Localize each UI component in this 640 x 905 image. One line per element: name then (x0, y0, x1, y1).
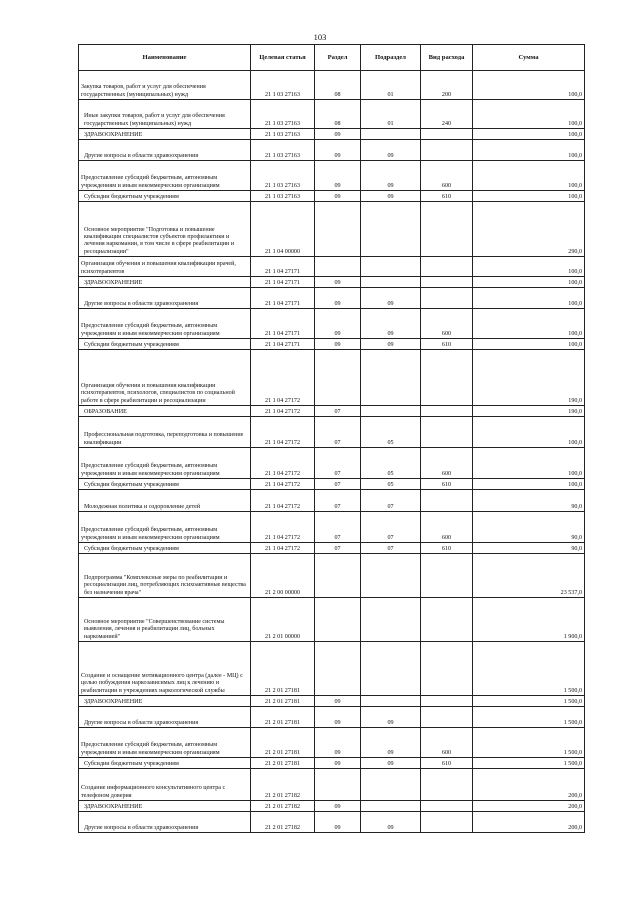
row-subsection-cell (361, 598, 421, 642)
row-section-cell: 07 (315, 479, 361, 490)
row-name-cell: Субсидии бюджетным учреждениям (79, 479, 251, 490)
row-name-cell: Иные закупки товаров, работ и услуг для обеспечения государственных (муниципальных) нужд (79, 100, 251, 129)
row-name-cell: ОБРАЗОВАНИЕ (79, 406, 251, 417)
row-subsection-cell: 09 (361, 309, 421, 339)
row-section-cell: 09 (315, 277, 361, 288)
row-subsection-cell (361, 554, 421, 598)
row-sum-cell: 100,0 (473, 288, 585, 309)
row-expense-type-cell: 600 (421, 728, 473, 758)
table-row (79, 696, 585, 707)
row-expense-type-cell: 600 (421, 161, 473, 191)
row-subsection-cell: 09 (361, 812, 421, 833)
row-subsection-cell (361, 801, 421, 812)
row-sum-cell: 100,0 (473, 277, 585, 288)
row-subsection-cell: 09 (361, 161, 421, 191)
row-section-cell: 09 (315, 129, 361, 140)
row-section-cell: 08 (315, 100, 361, 129)
row-subsection-cell (361, 350, 421, 406)
row-target-article-cell: 21 1 04 27172 (251, 417, 315, 448)
row-sum-cell: 100,0 (473, 71, 585, 100)
row-sum-cell: 100,0 (473, 257, 585, 277)
row-section-cell: 09 (315, 140, 361, 161)
table-row (79, 288, 585, 309)
row-section-cell: 07 (315, 448, 361, 479)
row-target-article-cell: 21 1 04 27172 (251, 490, 315, 512)
row-expense-type-cell (421, 554, 473, 598)
row-expense-type-cell: 610 (421, 758, 473, 769)
table-row (79, 801, 585, 812)
row-expense-type-cell: 200 (421, 71, 473, 100)
table-row (79, 554, 585, 598)
row-section-cell: 09 (315, 696, 361, 707)
table-header-row (79, 45, 585, 71)
row-target-article-cell: 21 1 04 27171 (251, 257, 315, 277)
row-name-cell: Другие вопросы в области здравоохранения (79, 707, 251, 728)
header-target-article: Целевая статья (251, 45, 315, 71)
row-expense-type-cell (421, 769, 473, 801)
table-row (79, 598, 585, 642)
row-sum-cell: 90,0 (473, 512, 585, 543)
row-expense-type-cell (421, 642, 473, 696)
row-subsection-cell: 05 (361, 479, 421, 490)
row-section-cell: 09 (315, 309, 361, 339)
row-section-cell: 09 (315, 707, 361, 728)
row-section-cell: 07 (315, 543, 361, 554)
row-subsection-cell: 09 (361, 339, 421, 350)
row-name-cell: Создание и оснащение мотивационного центра (далее - МЦ) с целью побуждения наркозависимых лиц к лечению и реабилитации в учреждениях наркологической службы (79, 642, 251, 696)
row-name-cell: Основное мероприятие "Подготовка и повышение квалификации специалистов субъектов профилактики и лечения наркомании, в том числе в сфере реабилитации и ресоциализации" (79, 202, 251, 257)
row-name-cell: Предоставление субсидий бюджетным, автономным учреждениям и иным некоммерческим организациям (79, 448, 251, 479)
row-target-article-cell: 21 1 03 27163 (251, 71, 315, 100)
row-section-cell: 09 (315, 812, 361, 833)
row-target-article-cell: 21 2 01 27182 (251, 801, 315, 812)
row-name-cell: Создание информационного консультативного центра с телефоном доверия (79, 769, 251, 801)
row-subsection-cell: 07 (361, 490, 421, 512)
row-name-cell: Другие вопросы в области здравоохранения (79, 288, 251, 309)
row-subsection-cell: 07 (361, 512, 421, 543)
table-row (79, 202, 585, 257)
row-subsection-cell: 01 (361, 100, 421, 129)
row-name-cell: Организация обучения и повышения квалификации психотерапевтов, психологов, специалистов по социальной работе в сфере реабилитации и ресоциализации (79, 350, 251, 406)
row-section-cell (315, 554, 361, 598)
table-row (79, 543, 585, 554)
header-section: Раздел (315, 45, 361, 71)
row-name-cell: ЗДРАВООХРАНЕНИЕ (79, 129, 251, 140)
row-section-cell: 09 (315, 191, 361, 202)
row-target-article-cell: 21 1 04 27171 (251, 309, 315, 339)
row-section-cell: 09 (315, 161, 361, 191)
table-row (79, 769, 585, 801)
row-sum-cell: 190,0 (473, 350, 585, 406)
row-section-cell (315, 257, 361, 277)
table-row (79, 812, 585, 833)
row-expense-type-cell: 600 (421, 512, 473, 543)
row-sum-cell: 100,0 (473, 100, 585, 129)
row-expense-type-cell (421, 598, 473, 642)
row-expense-type-cell: 600 (421, 309, 473, 339)
row-expense-type-cell: 610 (421, 191, 473, 202)
row-section-cell (315, 350, 361, 406)
row-name-cell: Предоставление субсидий бюджетным, автономным учреждениям и иным некоммерческим организациям (79, 728, 251, 758)
row-subsection-cell: 01 (361, 71, 421, 100)
row-name-cell: Субсидии бюджетным учреждениям (79, 191, 251, 202)
row-target-article-cell: 21 1 04 27171 (251, 288, 315, 309)
table-row (79, 448, 585, 479)
row-expense-type-cell: 610 (421, 479, 473, 490)
table-row (79, 479, 585, 490)
row-name-cell: Субсидии бюджетным учреждениям (79, 758, 251, 769)
row-sum-cell: 1 500,0 (473, 707, 585, 728)
table-row (79, 257, 585, 277)
row-sum-cell: 200,0 (473, 812, 585, 833)
row-section-cell: 07 (315, 417, 361, 448)
row-section-cell: 09 (315, 758, 361, 769)
row-expense-type-cell: 610 (421, 339, 473, 350)
row-sum-cell: 100,0 (473, 309, 585, 339)
table-row (79, 707, 585, 728)
row-section-cell: 09 (315, 728, 361, 758)
row-target-article-cell: 21 1 04 27172 (251, 350, 315, 406)
row-expense-type-cell (421, 812, 473, 833)
row-target-article-cell: 21 2 01 27182 (251, 769, 315, 801)
row-sum-cell: 1 500,0 (473, 696, 585, 707)
row-subsection-cell (361, 257, 421, 277)
row-expense-type-cell (421, 801, 473, 812)
row-subsection-cell: 09 (361, 140, 421, 161)
row-sum-cell: 100,0 (473, 191, 585, 202)
row-expense-type-cell (421, 288, 473, 309)
row-sum-cell: 100,0 (473, 161, 585, 191)
row-sum-cell: 23 537,0 (473, 554, 585, 598)
row-expense-type-cell (421, 406, 473, 417)
row-name-cell: Другие вопросы в области здравоохранения (79, 812, 251, 833)
row-target-article-cell: 21 1 03 27163 (251, 100, 315, 129)
row-subsection-cell: 09 (361, 707, 421, 728)
row-name-cell: Основное мероприятие "Совершенствование системы выявления, лечения и реабилитации лиц, больных наркоманией" (79, 598, 251, 642)
row-subsection-cell: 07 (361, 543, 421, 554)
row-subsection-cell (361, 406, 421, 417)
row-target-article-cell: 21 2 01 27181 (251, 707, 315, 728)
row-name-cell: Предоставление субсидий бюджетным, автономным учреждениям и иным некоммерческим организациям (79, 309, 251, 339)
table-row (79, 350, 585, 406)
row-expense-type-cell: 610 (421, 543, 473, 554)
header-sum: Сумма (473, 45, 585, 71)
row-expense-type-cell (421, 140, 473, 161)
row-target-article-cell: 21 1 03 27163 (251, 140, 315, 161)
row-section-cell: 09 (315, 801, 361, 812)
row-expense-type-cell (421, 257, 473, 277)
budget-table (78, 44, 585, 833)
table-row (79, 309, 585, 339)
header-name: Наименование (79, 45, 251, 71)
row-section-cell: 09 (315, 288, 361, 309)
row-name-cell: Профессиональная подготовка, переподготовка и повышение квалификации (79, 417, 251, 448)
row-name-cell: Подпрограмма "Комплексные меры по реабилитации и ресоциализации лиц, потребляющих психоактивные вещества без назначения врача" (79, 554, 251, 598)
row-target-article-cell: 21 1 03 27163 (251, 161, 315, 191)
row-section-cell: 09 (315, 339, 361, 350)
row-expense-type-cell (421, 696, 473, 707)
row-target-article-cell: 21 1 04 27172 (251, 448, 315, 479)
row-sum-cell: 100,0 (473, 339, 585, 350)
row-target-article-cell: 21 1 03 27163 (251, 129, 315, 140)
row-target-article-cell: 21 2 01 27181 (251, 642, 315, 696)
row-section-cell: 07 (315, 406, 361, 417)
row-sum-cell: 100,0 (473, 448, 585, 479)
row-target-article-cell: 21 1 04 00000 (251, 202, 315, 257)
table-row (79, 642, 585, 696)
row-name-cell: Организация обучения и повышения квалификации врачей, психотерапевтов (79, 257, 251, 277)
row-name-cell: ЗДРАВООХРАНЕНИЕ (79, 801, 251, 812)
table-row (79, 339, 585, 350)
row-subsection-cell (361, 277, 421, 288)
row-section-cell: 08 (315, 71, 361, 100)
table-row (79, 129, 585, 140)
table-row (79, 758, 585, 769)
row-expense-type-cell (421, 202, 473, 257)
row-sum-cell: 190,0 (473, 406, 585, 417)
row-section-cell: 07 (315, 512, 361, 543)
table-row (79, 417, 585, 448)
header-subsection: Подраздел (361, 45, 421, 71)
row-name-cell: Предоставление субсидий бюджетным, автономным учреждениям и иным некоммерческим организациям (79, 512, 251, 543)
row-target-article-cell: 21 1 04 27171 (251, 339, 315, 350)
row-subsection-cell: 09 (361, 758, 421, 769)
row-sum-cell: 100,0 (473, 140, 585, 161)
page-number: 103 (313, 32, 327, 42)
row-subsection-cell (361, 129, 421, 140)
row-target-article-cell: 21 2 01 27181 (251, 758, 315, 769)
row-target-article-cell: 21 2 01 27181 (251, 696, 315, 707)
row-sum-cell: 290,0 (473, 202, 585, 257)
row-name-cell: Субсидии бюджетным учреждениям (79, 543, 251, 554)
table-row (79, 100, 585, 129)
row-subsection-cell (361, 202, 421, 257)
row-target-article-cell: 21 2 00 00000 (251, 554, 315, 598)
row-section-cell: 07 (315, 490, 361, 512)
row-name-cell: ЗДРАВООХРАНЕНИЕ (79, 277, 251, 288)
row-target-article-cell: 21 1 04 27172 (251, 479, 315, 490)
row-section-cell (315, 642, 361, 696)
row-subsection-cell: 09 (361, 288, 421, 309)
table-row (79, 512, 585, 543)
row-subsection-cell (361, 642, 421, 696)
row-section-cell (315, 598, 361, 642)
row-sum-cell: 1 500,0 (473, 728, 585, 758)
table-row (79, 728, 585, 758)
row-section-cell (315, 769, 361, 801)
table-row (79, 277, 585, 288)
row-subsection-cell: 05 (361, 448, 421, 479)
row-target-article-cell: 21 2 01 27181 (251, 728, 315, 758)
header-expense-type: Вид расхода (421, 45, 473, 71)
row-expense-type-cell (421, 350, 473, 406)
row-expense-type-cell (421, 417, 473, 448)
table-row (79, 71, 585, 100)
row-target-article-cell: 21 1 03 27163 (251, 191, 315, 202)
row-name-cell: Субсидии бюджетным учреждениям (79, 339, 251, 350)
row-subsection-cell: 09 (361, 728, 421, 758)
row-expense-type-cell (421, 277, 473, 288)
row-sum-cell: 90,0 (473, 543, 585, 554)
row-name-cell: ЗДРАВООХРАНЕНИЕ (79, 696, 251, 707)
row-sum-cell: 1 900,0 (473, 598, 585, 642)
row-target-article-cell: 21 2 01 00000 (251, 598, 315, 642)
row-target-article-cell: 21 1 04 27171 (251, 277, 315, 288)
row-subsection-cell (361, 696, 421, 707)
table-row (79, 191, 585, 202)
row-name-cell: Предоставление субсидий бюджетным, автономным учреждениям и иным некоммерческим организациям (79, 161, 251, 191)
row-target-article-cell: 21 2 01 27182 (251, 812, 315, 833)
row-sum-cell: 1 500,0 (473, 642, 585, 696)
row-name-cell: Закупка товаров, работ и услуг для обеспечения государственных (муниципальных) нужд (79, 71, 251, 100)
table-row (79, 140, 585, 161)
row-sum-cell: 100,0 (473, 129, 585, 140)
row-sum-cell: 100,0 (473, 479, 585, 490)
row-subsection-cell (361, 769, 421, 801)
table-row (79, 490, 585, 512)
row-sum-cell: 1 500,0 (473, 758, 585, 769)
row-name-cell: Молодежная политика и оздоровление детей (79, 490, 251, 512)
row-subsection-cell: 05 (361, 417, 421, 448)
row-sum-cell: 200,0 (473, 801, 585, 812)
row-sum-cell: 200,0 (473, 769, 585, 801)
table-row (79, 406, 585, 417)
row-expense-type-cell (421, 707, 473, 728)
row-sum-cell: 90,0 (473, 490, 585, 512)
table-row (79, 161, 585, 191)
row-target-article-cell: 21 1 04 27172 (251, 543, 315, 554)
row-subsection-cell: 09 (361, 191, 421, 202)
row-target-article-cell: 21 1 04 27172 (251, 512, 315, 543)
row-expense-type-cell (421, 490, 473, 512)
row-target-article-cell: 21 1 04 27172 (251, 406, 315, 417)
row-section-cell (315, 202, 361, 257)
row-sum-cell: 100,0 (473, 417, 585, 448)
row-expense-type-cell: 600 (421, 448, 473, 479)
row-expense-type-cell: 240 (421, 100, 473, 129)
row-name-cell: Другие вопросы в области здравоохранения (79, 140, 251, 161)
row-expense-type-cell (421, 129, 473, 140)
